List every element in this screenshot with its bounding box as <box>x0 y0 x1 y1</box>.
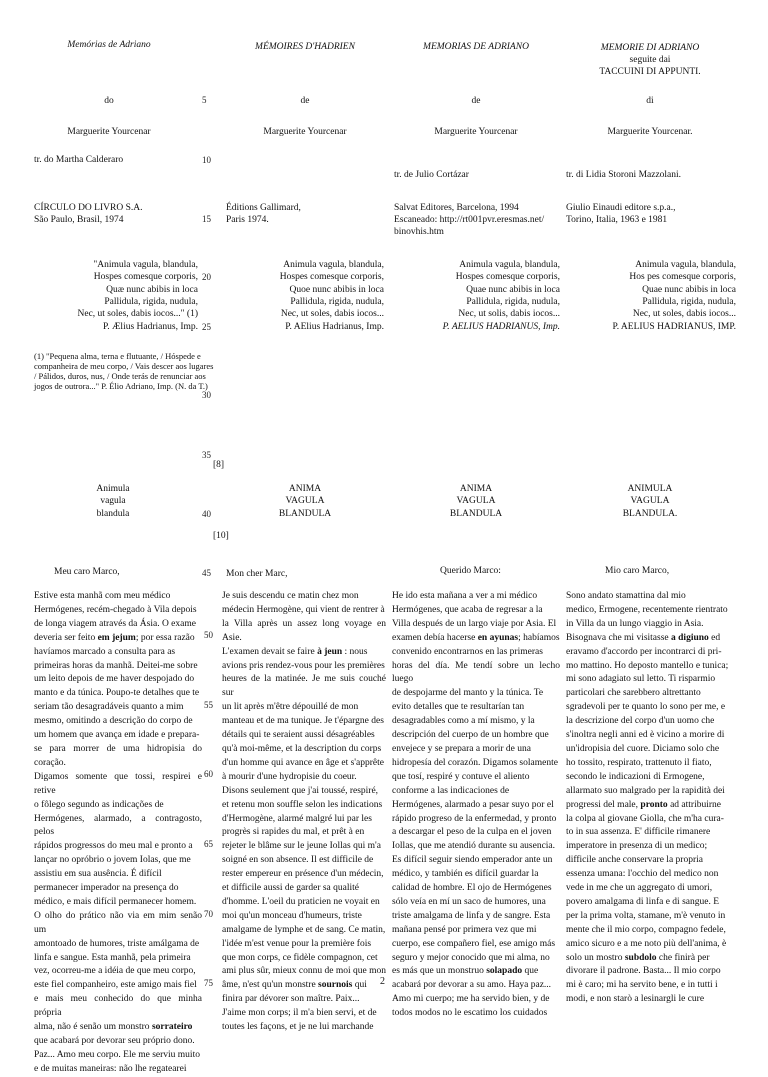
signature-it: P. AELIUS HADRIANUS, IMP. <box>612 322 736 332</box>
body-line: medico, Ermogene, recentemente rientrato <box>566 604 728 615</box>
author-pt: Marguerite Yourcenar <box>67 127 151 137</box>
signature-pt: P. Ælius Hadrianus, Imp. <box>103 322 198 332</box>
publisher-fr-2: Paris 1974. <box>226 215 269 226</box>
body-line: e de muitas maneiras: não lhe regatearei <box>34 1063 187 1074</box>
body-line: deveria ser feito em jejum; por essa razão <box>34 632 195 643</box>
body-line: Hermógenes, alarmado a pesar suyo por el <box>392 799 554 810</box>
poem-line: Hos pes comesque corporis, <box>629 272 736 283</box>
body-line: evito detalles que te resultarían tan <box>392 702 525 713</box>
body-line: que tosí, respiré y contuve el aliento <box>392 771 530 782</box>
poem-line: "Animula vagula, blandula, <box>93 260 198 270</box>
line-number: 70 <box>204 909 213 919</box>
body-line: O olho do prático não via em mim senão um <box>34 910 202 935</box>
author-fr: Marguerite Yourcenar <box>263 127 347 137</box>
body-line: mañana pensé por primera vez que mi <box>392 924 537 935</box>
body-line: difficile anche conservare la propria <box>566 855 703 866</box>
body-line: desagradables como a mí mismo, y la <box>392 716 535 727</box>
body-line: mesmo, omitindo a descrição do corpo de <box>34 716 193 727</box>
publisher-fr <box>226 202 386 226</box>
body-line: et retenu mon souffle selon les indications <box>222 799 383 810</box>
body-line: finira par dévorer son maître. Paix... <box>222 994 360 1005</box>
body-line: se para morrer de uma hidropisia do coração. <box>34 743 202 768</box>
chapter-line: BLANDULA <box>278 508 332 519</box>
bold-term: subdolo <box>624 952 657 963</box>
header-it-line2: seguite dai <box>629 55 671 65</box>
publisher-it-1: Giulio Einaudi editore s.p.a., <box>566 203 676 213</box>
body-line: avions pris rendez-vous pour les premières <box>222 660 385 671</box>
body-line: seriam tão desagradáveis quanto a mim <box>34 702 184 713</box>
body-line: un lit après m'être dépouillé de mon <box>222 702 359 713</box>
chapter-line: VAGULA <box>456 496 496 507</box>
body-line: d'Hermogène, alarmé malgré lui par les <box>222 813 372 824</box>
chapter-line: Animula <box>96 484 130 494</box>
bold-term: a digiuno <box>671 632 709 643</box>
poem-line: Pallidula, rigida, nudula, <box>104 296 198 307</box>
body-line: divorare il padrone. Basta... Il mio corpo <box>566 966 721 977</box>
translator-pt: tr. do Martha Calderaro <box>34 155 124 165</box>
body-line: toutes les façons, et je ne lui marchande <box>222 1022 374 1033</box>
chapter-pt <box>34 483 184 520</box>
line-number: 20 <box>202 272 211 282</box>
body-line: J'aime mon corps; il m'a bien servi, et de <box>222 1008 377 1019</box>
line-number: 65 <box>204 839 213 849</box>
poem-line: Quae nunc abibis in loca <box>642 284 736 295</box>
publisher-it <box>566 202 736 226</box>
chapter-line: BLANDULA. <box>622 508 678 519</box>
poem-pt <box>34 259 198 320</box>
footnote-line: / Pálidos, duros, nus, / Onde terás de renunciar aos <box>34 371 206 381</box>
body-line: de longa viagem através da Ásia. O exame <box>34 618 196 629</box>
greeting-es: Querido Marco: <box>440 566 501 576</box>
line-number: 45 <box>202 568 211 578</box>
poem-line: Quae nunc abibis in loca <box>466 284 560 295</box>
line-number: 50 <box>204 630 213 640</box>
body-line: progressi del male, pronto ad attribuirne <box>566 799 721 810</box>
body-line: linfa e sangue. Esta manhã, pela primeira <box>34 952 191 963</box>
body-line: solo un mostro subdolo che finirà per <box>566 952 710 963</box>
line-number: 5 <box>202 95 207 105</box>
publisher-es <box>394 202 562 239</box>
greeting-pt: Meu caro Marco, <box>54 567 120 577</box>
line-number: 40 <box>202 509 211 519</box>
body-line: triste amalgama de linfa y de sangre. Esta <box>392 910 551 921</box>
body-line: rejeter le blâme sur le jeune Iollas qui m'a <box>222 841 381 852</box>
footnote <box>34 351 224 391</box>
chapter-line: ANIMA <box>288 484 322 494</box>
body-line: Je suis descendu ce matin chez mon <box>222 591 359 601</box>
poem-line: Hospes comesque corporis, <box>455 272 560 283</box>
chapter-line: blandula <box>96 508 130 519</box>
body-line: la colpa al giovane Giolla, che m'ha cura- <box>566 813 724 824</box>
signature-fr: P. AElius Hadrianus, Imp. <box>285 322 384 332</box>
body-line: soigné en son absence. Il est difficile de <box>222 855 374 866</box>
body-line: in Villa da un lungo viaggio in Asia. <box>566 618 704 629</box>
body-line: sólo veía en mí un saco de humores, una <box>392 896 546 907</box>
line-number: 10 <box>202 155 211 165</box>
poem-es <box>392 259 560 320</box>
bold-term: à jeun <box>317 646 343 657</box>
author-it: Marguerite Yourcenar. <box>607 127 693 137</box>
body-line: de despojarme del manto y la túnica. Te <box>392 688 544 699</box>
by-es: de <box>471 96 481 106</box>
signature-es: P. AELIUS HADRIANUS, Imp. <box>442 322 560 332</box>
body-line: to in sua assenza. E' difficile rimanere <box>566 827 711 838</box>
body-line: Amo mi cuerpo; me ha servido bien, y de <box>392 994 550 1005</box>
body-line: d'un homme qui avance en âge et s'apprête <box>222 757 384 768</box>
body-line: per la prima volta, stamane, m'è venuto in <box>566 910 726 921</box>
body-line: médico, y también es difícil guardar la <box>392 869 539 880</box>
body-line: mi è caro; mi ha servito bene, e in tutti i <box>566 980 718 991</box>
body-line: mente che il mio corpo, compagno fedele, <box>566 924 726 935</box>
body-line: Bisognava che mi visitasse a digiuno ed <box>566 632 721 643</box>
body-line: eravamo d'accordo per incontrarci di pri- <box>566 646 722 657</box>
body-line: moi qu'un monceau d'humeurs, triste <box>222 910 362 921</box>
body-line: imperatore in presenza di un medico; <box>566 841 708 852</box>
body-line: sgradevoli per te quanto lo sono per me, e <box>566 702 726 713</box>
body-line: que acabará por devorar seu próprio dono. <box>34 1036 195 1046</box>
body-line: la descrizione del corpo d'un uomo che <box>566 716 715 727</box>
body-line: ami plus sûr, mieux connu de moi que mon <box>222 966 387 977</box>
by-fr: de <box>300 96 310 106</box>
body-line: es más que un monstruo solapado que <box>392 966 539 977</box>
translator-es: tr. de Julio Cortázar <box>394 170 469 180</box>
chapter-line: BLANDULA <box>449 508 503 519</box>
chapter-line: vagula <box>100 496 126 507</box>
body-line: particolari che sarebbero altrettanto <box>566 688 701 699</box>
chapter-line: VAGULA <box>285 496 325 507</box>
bold-term: pronto <box>640 799 668 810</box>
body-line: détails qui te seraient aussi désagréables <box>222 730 375 741</box>
body-line: acabará por devorar a su amo. Haya paz... <box>392 980 552 991</box>
body-line: a descargar el peso de la culpa en el joven <box>392 827 552 838</box>
bold-term: en ayunas <box>477 632 519 643</box>
publisher-pt-2: São Paulo, Brasil, 1974 <box>34 215 124 226</box>
publisher-es-1: Salvat Editores, Barcelona, 1994 <box>394 203 519 213</box>
body-line: et difficile aussi de garder sa qualité <box>222 883 359 894</box>
body-line: heures de la matinée. Je me suis couché sur <box>222 674 386 699</box>
body-pt <box>34 590 202 1077</box>
body-line: L'examen devait se faire à jeun : nous <box>222 646 368 657</box>
footnote-line: companheira de meu corpo, / Vais descer aos lugares <box>34 361 214 371</box>
body-line: Disons seulement que j'ai toussé, respiré, <box>222 785 379 796</box>
body-line: envejece y se prepara a morir de una <box>392 743 531 754</box>
publisher-pt <box>34 202 204 226</box>
line-number: 35 <box>202 450 211 460</box>
body-line: Villa después de un largo viaje por Asia. El <box>392 618 557 629</box>
bold-term: sournois <box>318 980 353 991</box>
page-number: 2 <box>380 976 385 987</box>
body-es <box>392 590 560 1021</box>
body-line: allarmato suo malgrado per la rapidità dei <box>566 785 725 796</box>
body-line: horas del día. Me tendí sobre un lecho luego <box>392 660 560 685</box>
body-line: vede in me che un aggregato di umori, <box>566 883 713 894</box>
body-line: rápido progreso de la enfermedad, y pronto <box>392 813 557 824</box>
publisher-fr-1: Éditions Gallimard, <box>226 203 301 213</box>
body-line: Hermógenes, recém-chegado à Vila depois <box>34 604 197 615</box>
body-line: amico sicuro e a me noto più dell'anima, è <box>566 938 727 949</box>
bold-term: solapado <box>486 966 523 977</box>
poem-line: Nec, ut soles, dabis iocos... <box>632 309 736 320</box>
poem-line: Nec, ut soles, dabis iocos..." (1) <box>77 309 198 320</box>
poem-it <box>564 259 736 320</box>
body-line: amontoado de humores, triste amálgama de <box>34 938 200 949</box>
body-line: modi, e non starò a lesinargli le cure <box>566 994 705 1005</box>
marker-8: [8] <box>213 460 225 470</box>
line-number: 15 <box>202 214 211 224</box>
header-fr: MÉMOIRES D'HADRIEN <box>255 42 355 52</box>
marker-10: [10] <box>213 531 229 541</box>
body-line: manto e da túnica. Poupo-te detalhes que te <box>34 688 200 699</box>
poem-line: Pallidula, rigida, nudula, <box>642 296 736 307</box>
translator-it: tr. di Lidia Storoni Mazzolani. <box>566 170 682 180</box>
body-line: He ido esta mañana a ver a mi médico <box>392 591 538 601</box>
line-number: 30 <box>202 390 211 400</box>
body-line: conforme a las indicaciones de <box>392 785 510 796</box>
body-line: examen debía hacerse en ayunas; habíamos <box>392 632 560 643</box>
poem-line: Nec, ut soles, dabis iocos... <box>280 309 384 320</box>
body-line: assistiu em sua ausência. É difícil <box>34 869 162 880</box>
header-it <box>564 42 736 78</box>
publisher-es-3: binovhis.htm <box>394 227 444 238</box>
chapter-it <box>564 483 736 520</box>
poem-line: Hospes comesque corporis, <box>279 272 384 283</box>
poem-line: Animula vagula, blandula, <box>459 260 560 270</box>
header-pt: Memórias de Adriano <box>67 40 151 50</box>
line-number: 60 <box>204 769 213 779</box>
publisher-it-2: Torino, Italia, 1963 e 1981 <box>566 215 668 226</box>
body-line: manteau et de ma tunique. Je t'épargne des <box>222 716 384 727</box>
body-line: havíamos marcado a consulta para as <box>34 646 176 657</box>
body-line: este fiel companheiro, este amigo mais fiel <box>34 980 197 991</box>
body-line: Hermógenes, que acaba de regresar a la <box>392 604 543 615</box>
greeting-it: Mio caro Marco, <box>605 566 670 576</box>
line-number: 75 <box>204 978 213 988</box>
poem-line: Animula vagula, blandula, <box>635 260 736 270</box>
chapter-line: ANIMULA <box>627 484 673 494</box>
body-line: rester empereur en présence d'un médecin, <box>222 869 384 880</box>
body-line: permanecer imperador na presença do <box>34 883 179 894</box>
body-line: Es difícil seguir siendo emperador ante un <box>392 855 553 866</box>
body-line: mi sono adagiato sul letto. Ti risparmio <box>566 674 716 685</box>
bold-term: em jejum <box>97 632 136 643</box>
body-line: Sono andato stamattina dal mio <box>566 591 686 601</box>
body-line: Iollas, que me atendió durante su ausencia. <box>392 841 556 852</box>
body-line: qu'à moi-même, et la description du corps <box>222 743 382 754</box>
poem-line: Pallidula, rigida, nudula, <box>290 296 384 307</box>
body-line: Paz... Amo meu corpo. Ele me serviu muito <box>34 1049 200 1060</box>
body-line: s'inoltra negli anni ed è vicino a morire di <box>566 730 725 741</box>
author-es: Marguerite Yourcenar <box>434 127 518 137</box>
by-it: di <box>646 96 654 106</box>
greeting-fr: Mon cher Marc, <box>226 569 288 579</box>
chapter-fr <box>220 483 390 520</box>
chapter-line: VAGULA <box>630 496 670 507</box>
body-line: o fôlego segundo as indicações de <box>34 799 164 810</box>
body-line: descripción del cuerpo de un hombre que <box>392 730 549 741</box>
body-line: progrès si rapides du mal, et prêt à en <box>222 827 365 838</box>
poem-line: Quoe nunc abibis in loca <box>289 284 384 295</box>
footnote-line: jogos de outrora..." P. Élio Adriano, Imp. (N. da T.) <box>34 381 208 391</box>
body-line: médecin Hermogène, qui vient de rentrer à <box>222 604 385 615</box>
body-line: mo mattino. Ho deposto mantello e tunica; <box>566 660 729 671</box>
body-line: l'idée m'est venue pour la première fois <box>222 938 372 949</box>
body-line: povero amalgama di linfa e di sangue. E <box>566 896 720 907</box>
header-it-line3: TACCUINI DI APPUNTI. <box>599 67 701 77</box>
body-line: Estive esta manhã com meu médico <box>34 591 171 601</box>
body-line: Hermógenes, alarmado, a contragosto, pelos <box>34 813 202 838</box>
body-line: todos modos no le escatimo los cuidados <box>392 1008 548 1019</box>
body-line: ho tossito, respirato, trattenuto il fiato, <box>566 757 712 768</box>
poem-line: Quæ nunc abibis in loca <box>106 284 198 295</box>
body-line: lançar no opróbrio o jovem Iolas, que me <box>34 855 191 866</box>
body-line: essenza umana: l'occhio del medico non <box>566 869 719 880</box>
poem-line: Nec, ut solis, dabis iocos... <box>458 309 560 320</box>
poem-line: Pallidula, rigida, nudula, <box>466 296 560 307</box>
line-number: 55 <box>204 700 213 710</box>
poem-line: Hospes comesque corporis, <box>93 272 198 283</box>
body-line: âme, n'est qu'un monstre sournois qui <box>222 980 367 991</box>
body-line: que mon corps, ce fidèle compagnon, cet <box>222 952 378 963</box>
body-line: um leito depois de me haver despojado do <box>34 674 195 685</box>
body-line: alma, não é senão um monstro sorrateiro <box>34 1022 193 1033</box>
chapter-es <box>392 483 560 520</box>
header-es: MEMORIAS DE ADRIANO <box>423 42 529 52</box>
bold-term: sorrateiro <box>151 1022 193 1033</box>
body-line: amalgame de lymphe et de sang. Ce matin, <box>222 924 386 935</box>
body-line: à mourir d'une hydropisie du coeur. <box>222 771 357 782</box>
chapter-line: ANIMA <box>459 484 493 494</box>
body-line: e mais meu conhecido do que minha própria <box>34 994 202 1019</box>
body-fr <box>222 590 386 1035</box>
body-line: um homem que avança em idade e prepara- <box>34 730 200 741</box>
body-line: calidad de hombre. El ojo de Hermógenes <box>392 883 552 894</box>
body-line: rápidos progressos do meu mal e pronto a <box>34 841 193 852</box>
by-pt: do <box>104 96 114 106</box>
body-line: la Villa après un assez long voyage en Asie. <box>222 618 386 643</box>
body-line: un'idropisia del cuore. Diciamo solo che <box>566 743 720 754</box>
body-it <box>566 590 736 1007</box>
line-number: 25 <box>202 322 211 332</box>
body-line: cuerpo, ese compañero fiel, ese amigo más <box>392 938 556 949</box>
poem-fr <box>222 259 384 320</box>
body-line: Digamos somente que tossi, respirei e retive <box>34 771 202 796</box>
body-line: primeiras horas da manhã. Deitei-me sobre <box>34 660 198 671</box>
footnote-line: (1) "Pequena alma, terna e flutuante, / Hóspede e <box>34 351 201 361</box>
body-line: convenido encontrarnos en las primeras <box>392 646 543 657</box>
body-line: d'homme. L'oeil du praticien ne voyait en <box>222 896 380 907</box>
publisher-pt-1: CÍRCULO DO LIVRO S.A. <box>34 203 143 213</box>
body-line: hidropesía del corazón. Digamos solamente <box>392 757 558 768</box>
header-it-title: MEMORIE DI ADRIANO <box>600 43 700 53</box>
poem-line: Animula vagula, blandula, <box>283 260 384 270</box>
body-line: secondo le indicazioni di Ermogene, <box>566 771 705 782</box>
body-line: médico, e mais difícil permanecer homem. <box>34 896 197 907</box>
body-line: vez, ocorreu-me a idéia de que meu corpo, <box>34 966 196 977</box>
body-line: seguro y mejor conocido que mi alma, no <box>392 952 550 963</box>
publisher-es-2: Escaneado: http://rt001pvr.eresmas.net/ <box>394 215 545 226</box>
